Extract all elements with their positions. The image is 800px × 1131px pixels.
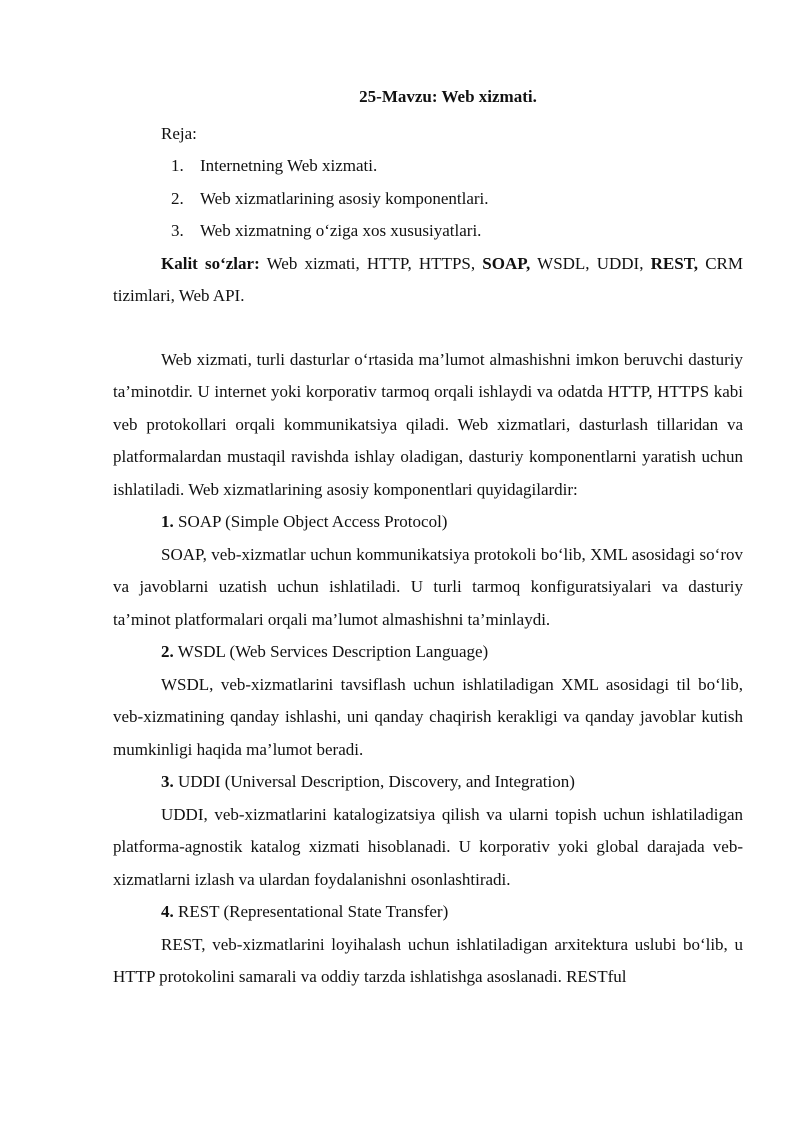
section-heading-soap: 1. SOAP (Simple Object Access Protocol) [161,512,448,531]
section-heading-wsdl: 2. WSDL (Web Services Description Language) [161,642,489,661]
section-body-rest: REST, veb-xizmatlarini loyihalash uchun ishlatiladigan arxitektura uslubi bo‘lib, u HTTP protokolini samarali va oddiy tarzda ishlatishga asoslanadi. RESTful [113,934,743,986]
section-heading-uddi: 3. UDDI (Universal Description, Discovery, and Integration) [161,772,575,791]
intro-paragraph: Web xizmati, turli dasturlar o‘rtasida ma’lumot almashishni imkon beruvchi dasturiy ta’minotdir. U internet yoki korporativ tarmoq orqali ishlaydi va odatda HTTP, HTTPS kabi veb protokollari orqali kommunikatsiya qiladi. Web xizmatlari, dasturlash tillaridan va platformalardan mustaqil ravishda ishlay oladigan, dasturiy komponentlarni yaratish uchun ishlatiladi. Web xizmatlarining asosiy komponentlari quyidagilardir: [113,349,743,499]
plan-label: Reja: [161,124,197,143]
keywords-label: Kalit so‘zlar: [161,253,260,273]
section-body-soap: SOAP, veb-xizmatlar uchun kommunikatsiya protokoli bo‘lib, XML asosidagi so‘rov va javoblarni uzatish uchun ishlatiladi. U turli tarmoq konfiguratsiyalari va dasturiy ta’minot platformalari orqali ma’lumot almashishni ta’minlaydi. [113,544,743,629]
keywords-paragraph: Kalit so‘zlar: Web xizmati, HTTP, HTTPS, SOAP, WSDL, UDDI, REST, CRM tizimlari, Web API. [113,253,743,305]
keyword-soap: SOAP, [482,253,531,273]
page-title: 25-Mavzu: Web xizmati. [359,87,537,106]
plan-list [113,150,743,248]
document-page [113,84,743,994]
section-body-uddi: UDDI, veb-xizmatlarini katalogizatsiya qilish va ularni topish uchun ishlatiladigan platforma-agnostik katalog xizmati hisoblanadi. U korporativ yoki global darajada veb-xizmatlarni izlash va ulardan foydalanishni osonlashtiradi. [113,804,743,889]
section-heading-rest: 4. REST (Representational State Transfer) [161,902,449,921]
plan-item: 3. Web xizmatning o‘ziga xos xususiyatlari. [171,221,482,240]
section-body-wsdl: WSDL, veb-xizmatlarini tavsiflash uchun ishlatiladigan XML asosidagi til bo‘lib, veb-xizmatining qanday ishlashi, uni qanday chaqirish kerakligi va qanday javoblar kutish mumkinligi haqida ma’lumot beradi. [113,674,743,759]
plan-item: 2. Web xizmatlarining asosiy komponentlari. [171,188,489,208]
keyword-rest: REST, [650,253,699,273]
plan-item: 1. Internetning Web xizmati. [171,156,378,175]
spacer [113,313,743,344]
